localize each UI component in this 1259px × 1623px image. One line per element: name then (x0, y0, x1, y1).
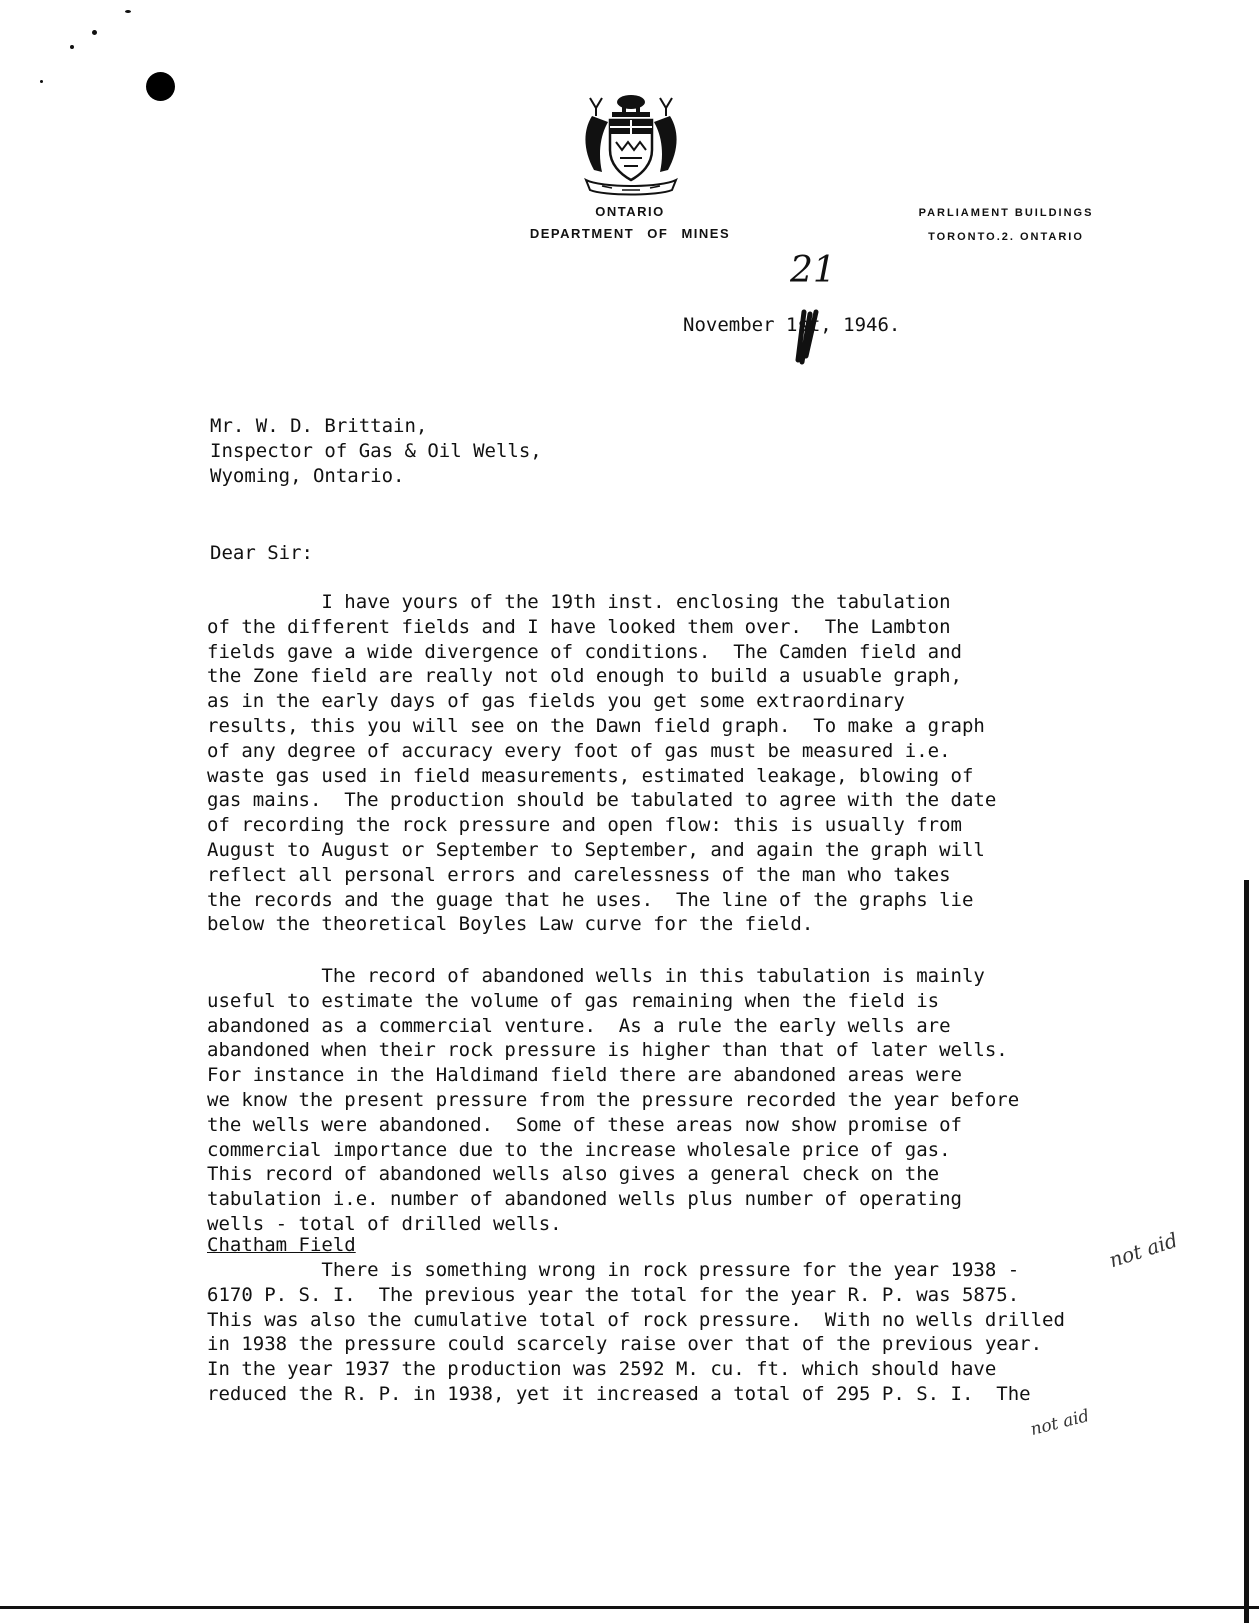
letter-date: November 1st, 1946. (683, 314, 901, 336)
letterhead-address-line1: PARLIAMENT BUILDINGS (918, 207, 1094, 219)
letterhead-province: ONTARIO (595, 204, 665, 219)
recipient-address (210, 414, 542, 488)
body-paragraph-2: The record of abandoned wells in this tabulation is mainly useful to estimate the volume of gas remaining when the field is abandoned as a commercial venture. As a rule the early wells are abandoned when their rock pressure is higher than that of later wells. For instance in the Haldimand field there are abandoned areas were we know the present pressure from the pressure recorded the year before the wells were abandoned. Some of these areas now show promise of commercial importance due to the increase wholesale price of gas. This record of abandoned wells also gives a general check on the tabulation i.e. number of abandoned wells plus number of operating wells - total of drilled wells. (207, 965, 1020, 1235)
scan-edge-bottom (0, 1606, 1259, 1609)
scan-edge-right (1244, 880, 1249, 1623)
speck (70, 45, 74, 49)
margin-note: not aid (1028, 1406, 1092, 1440)
hole-punch-mark (146, 72, 175, 101)
section-heading: Chatham Field (207, 1234, 356, 1256)
recipient-line1: Mr. W. D. Brittain, (210, 415, 428, 437)
salutation: Dear Sir: (210, 542, 313, 564)
recipient-line3: Wyoming, Ontario. (210, 464, 405, 487)
letterhead-address (906, 201, 1106, 249)
letterhead-address-line2: TORONTO.2. ONTARIO (928, 231, 1084, 243)
body-paragraph-3: There is something wrong in rock pressure for the year 1938 - 6170 P. S. I. The previous year the total for the year R. P. was 5875. This was also the cumulative total of rock pressure. With no wells drilled in 1938 the pressure could scarcely raise over that of the previous year. In the year 1937 the production was 2592 M. cu. ft. which should have reduced the R. P. in 1938, yet it increased a total of 295 P. S. I. The (207, 1259, 1065, 1405)
body-paragraph-1: I have yours of the 19th inst. enclosing the tabulation of the different fields and I have looked them over. The Lambton fields gave a wide divergence of conditions. The Camden field and the Zone field are really not old enough to build a usuable graph, as in the early days of gas fields you get some extraordinary results, this you will see on the Dawn field graph. To make a graph of any degree of accuracy every foot of gas must be measured i.e. waste gas used in field measurements, estimated leakage, blowing of gas mains. The production should be tabulated to agree with the date of recording the rock pressure and open flow: this is usually from August to August or September to September, and again the graph will reflect all personal errors and carelessness of the man who takes the records and the guage that he uses. The line of the graphs lie below the theoretical Boyles Law curve for the field. (207, 591, 997, 936)
handwritten-day-text: 21 (790, 250, 836, 291)
handwritten-day-correction (790, 250, 850, 370)
margin-note: not aid (1106, 1227, 1181, 1273)
speck (125, 10, 131, 13)
letterhead-department-name: DEPARTMENT OF MINES (529, 226, 731, 241)
recipient-line2: Inspector of Gas & Oil Wells, (210, 439, 542, 462)
ontario-coat-of-arms-icon (572, 92, 690, 198)
letterhead-department (470, 201, 790, 245)
speck (92, 30, 97, 35)
speck (40, 80, 43, 83)
